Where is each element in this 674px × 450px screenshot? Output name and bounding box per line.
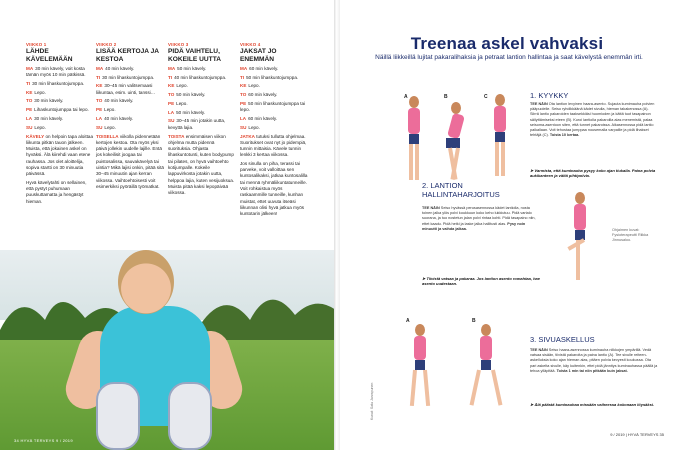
section-text-2: TEE NÄIN Seiso hyvässä perusasennossa kädet lantiolla, nosta toinen jalka ylös polvi koukkuun koko keho lukkiutuu. Pidä vartalo suorana, ja tuo nostetun jalan polvi rintaa kohti. Pidä tasapaino niin, ettet kaadu. Pidä hetki ja laske jalka hallitusti alas. Pysy noin minuutti ja vaihda jalkaa. (422, 206, 536, 231)
article-subtitle: Näillä liikkeillä lujitat pakaralihaksia ja petraat lantion hallintaa ja saat kävelystä enemmän irti. (375, 54, 643, 61)
week-number: VIIKKO 3 (168, 42, 189, 47)
day-entry: KE Lepo. (26, 89, 46, 95)
photo-credit: Kuvat: Satu Jarvapunen (370, 382, 374, 420)
week-column-2 (96, 42, 164, 190)
week-note: TOISTA ensimmäisen viikon ohjelma mutta pidennä suorituksia. Ohjasta lihaskuntotunti, kuten bodypump tai pilates, on hyvä vaihtoehto kotijumpalle. Kokeile lappuvirkosta jotakin uutta, helppoa lajia, kuten vesijuoksua. Muista pitää kaksi lepopäivää viikossa. (168, 133, 235, 196)
week-column-4 (240, 42, 308, 217)
day-entry: PE Lepo. (168, 100, 188, 106)
day-entry: LA 50 min kävely. (168, 109, 206, 115)
day-entry: KE Lepo. (168, 83, 188, 89)
squat-figures (396, 92, 526, 192)
section-tip-1: ➤ Varmista, että kuminauha pysyy koko ajan tiukalla. Paina polvia aukikanteen ja vältä pihtipolvia. (530, 168, 656, 179)
page-folio: 9 / 2019 | HYVÄ TERVEYS 35 (610, 432, 664, 437)
week-column-1 (26, 42, 94, 205)
day-entry: TI 40 min lihaskuntojumppa. (168, 74, 227, 80)
day-entry: TI 30 min lihaskuntojumppa. (26, 80, 85, 86)
section-title-2: 2. LANTION HALLINTAHARJOITUS (422, 181, 500, 199)
day-entry: MA 60 min kävely. (240, 65, 279, 71)
week-title: JAKSAT JO ENEMMÄN (240, 48, 277, 63)
shoe-right (168, 382, 212, 450)
section-tip-2: ➤ Tiivistä vatsaa ja pakaraa. Jos lantion asento romahtaa, hae asento uudestaan. (422, 276, 540, 287)
day-entry: LA 40 min kävely. (96, 115, 134, 121)
shoe-left (96, 382, 140, 450)
day-entry: PE 50 min lihaskuntojumppa tai lepo. (240, 100, 306, 113)
day-entry: SU Lepo. (96, 124, 116, 130)
week-note: TOISELLA viikolla pidennetään kertojen kestoa. Ota myös yksi päivä jollekin uudelle lajille. Entä jos kokeilisit joogaa tai puistosalissa, sauvakävelyä tai uintia? Mikä lajisi onkin, pitää sitä 30–45 minuutin ajan kerran viikossa. Vaihtoehtoisesti voit esimerkiksi pyöräillä työmatkat. (96, 133, 164, 189)
section-title-1: 1. KYYKKY (530, 91, 569, 100)
balance-figure (554, 188, 610, 288)
right-page (340, 0, 674, 450)
day-entry: SU Lepo. (240, 124, 260, 130)
day-entry: KE 30–45 min valitsemaasi liikuntaa, esim. uinti, tanssi… (96, 83, 156, 95)
article-title: Treenaa askel vahvaksi (410, 34, 604, 53)
week-number: VIIKKO 4 (240, 42, 261, 47)
day-entry: TO 40 min kävely. (96, 98, 134, 104)
day-entry: TI 30 min lihaskuntojumppa. (96, 74, 155, 80)
week-title: LÄHDE KÄVELEMÄÄN (26, 48, 73, 63)
week-note: JATKA tutuksi tullutta ohjelmaa. Suoritukset ovat nyt jo pidempiä, tunnin mittaisia. Kävele tunnin lenkki 3 kertaa viikossa. (240, 133, 307, 158)
week-note-2: Jos sinulla on piha, terassi tai parveke, voit valloittaa sen kuntosalikaksi, jatkaa kuntosalilla tai mennä ryhmäliikuntatunneille. Voit rohkaistua myös raskaammille tunneille, kunhan muistat, ettet uuvuta itseäsi liikunnan olisi hyvä jatkua myös kuntotarin jälkeen! (240, 160, 308, 217)
section-text-1: TEE NÄIN Ota lantion levyinen haara-asento. Sujauta kumimauha polvien pääpuolelle. Seiso ryhdikkäänä kädet sivulla, hieman takakenossa (A). Siirrä lantio pakaroiden taaksekkiäsi huomioden ja kättä tuot tasapainon säilyttämiseksi eteen (B). Kuroi lantiolla pakaroilla alas menemistä, palaa seisoma-asentoon siten, että tunnet pakaroissa. Aikasennossa pidä lantio paikallaan. Voit tehostaa jumppaa nousemalla varpaille ja pidä lihakset tehtäjä (C). Toista 10 kertaa. (530, 102, 655, 138)
week-number: VIIKKO 2 (96, 42, 117, 47)
page-folio: 34 HYVÄ TERVEYS 9 / 2019 (14, 438, 73, 443)
side-step-figures (400, 320, 520, 420)
section-text-3: TEE NÄIN Seiso haara-asennossa kuminauha nilkkojen ympärillä. Vedä vatsaa sisään, tiivistä pakaroita ja paina lantio (A). Tee sivulle reiteen-askelluksia koko ajan hieman alas, pitäen polvia kevyesti koukussa. Ota pari askelta sivulle, käy kuitenkin, ettei pidä jännitys kuminauhassa päällä ja tehoa ylläpitää. Toista 1 min tai niin pitkään kuin jaksat. (530, 348, 658, 373)
day-entry: KE Lepo. (240, 83, 260, 89)
week-column-3 (168, 42, 236, 197)
day-entry: SU 30–45 min jotakin uutta, kevyttä lajia. (168, 118, 226, 130)
day-entry: MA 40 min kävely. (96, 65, 135, 71)
day-entry: TO 30 min kävely. (26, 98, 64, 104)
figure-label-a: A (406, 318, 410, 324)
day-entry: PE Lepo. (96, 107, 116, 113)
week-title: PIDÄ VAIHTELU, KOKEILE UUTTA (168, 48, 221, 63)
stretching-woman-photo (0, 250, 336, 450)
photo-caption: Ohjaimen kuvat: Fysioterapeutti Riikka Jinnusaloo. (612, 228, 649, 242)
week-note-2: Hyvä kävelytahti on sellainen, että pystyt puhumaan puuskuttamatta ja hengästyt hieman. (26, 179, 87, 204)
day-entry: LA 60 min kävely. (240, 115, 278, 121)
figure-label-c: C (484, 94, 488, 100)
day-entry: PE Lihaskuntojumppa tai lepo. (26, 107, 89, 113)
section-tip-3: ➤ Älä päästä kuminauhaa missään vaiheessa kokonaan löysäksi. (530, 402, 655, 407)
day-entry: TO 50 min kävely. (168, 92, 206, 98)
section-title-3: 3. SIVUASKELLUS (530, 335, 595, 344)
day-entry: MA 30 min kävely, voit kosta tämän myös 10 min pätkissä. (26, 65, 86, 77)
figure-label-b: B (444, 94, 448, 100)
figure-label-a: A (404, 94, 408, 100)
left-page (0, 0, 336, 450)
day-entry: MA 50 min kävely. (168, 65, 207, 71)
day-entry: LA 30 min kävely. (26, 115, 64, 121)
week-note: KÄVELY on helpoin tapa aloittaa liikunta pitkän tauon jälkeen. Muista, että jokainen askel on hyväksi. Älä kiirehdi vaan etene rauhassa. Jos olet aloittelija, sopiva startti on 30 minuutia päivässä. (26, 133, 94, 177)
day-entry: TI 50 min lihaskuntojumppa. (240, 74, 299, 80)
day-entry: SU Lepo. (26, 124, 46, 130)
figure-label-b: B (472, 318, 476, 324)
week-number: VIIKKO 1 (26, 42, 47, 47)
week-title: LISÄÄ KERTOJA JA KESTOA (96, 48, 159, 63)
day-entry: TO 60 min kävely. (240, 92, 278, 98)
